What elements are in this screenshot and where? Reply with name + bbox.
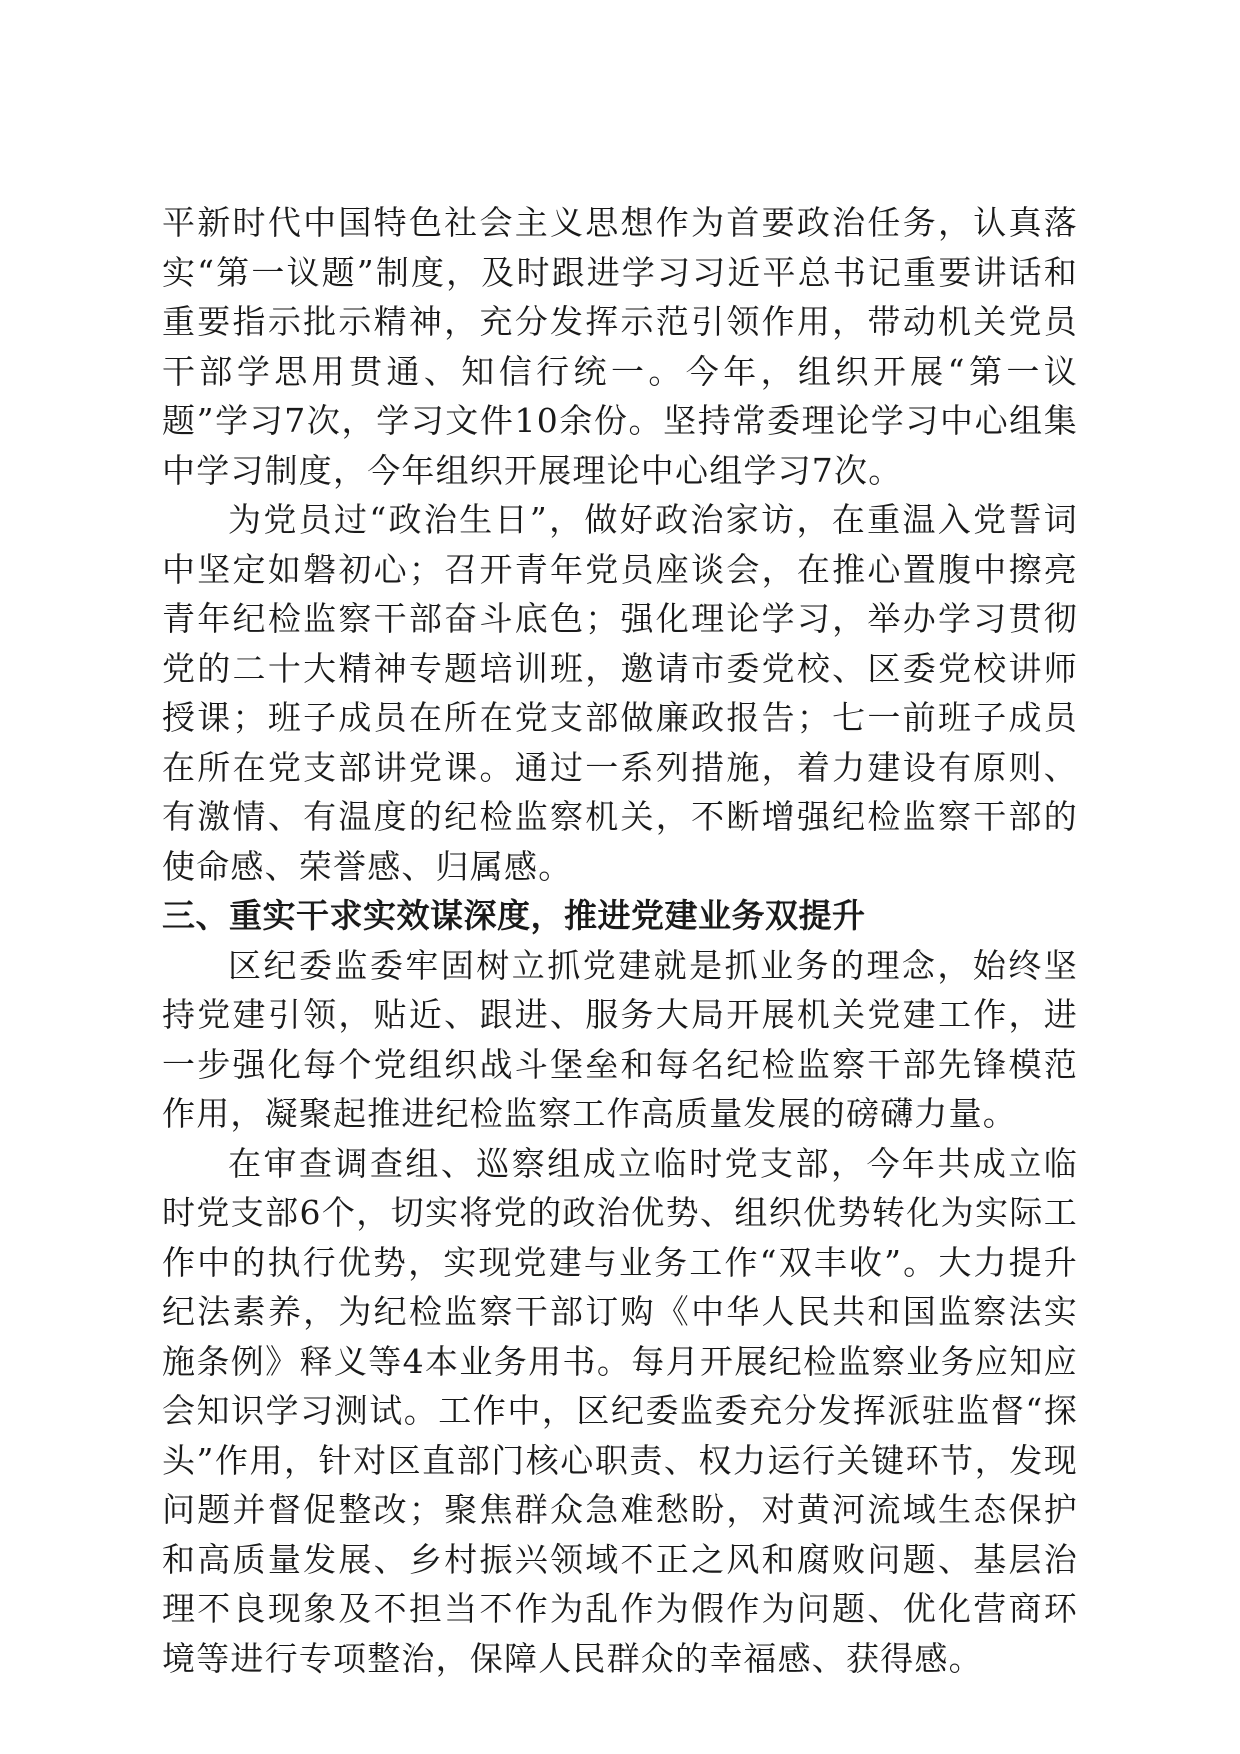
paragraph-party-building-concept: 区纪委监委牢固树立抓党建就是抓业务的理念，始终坚持党建引领，贴近、跟进、服务大局开展机关党建工作，进一步强化每个党组织战斗堡垒和每名纪检监察干部先锋模范作用，凝聚起推进纪检监察工作高质量发展的磅礴力量。 xyxy=(162,945,1078,1133)
paragraph-political-birthday: 为党员过“政治生日”，做好政治家访，在重温入党誓词中坚定如磐初心；召开青年党员座谈会，在推心置腹中擦亮青年纪检监察干部奋斗底色；强化理论学习，举办学习贯彻党的二十大精神专题培训班，邀请市委党校、区委党校讲师授课；班子成员在所在党支部做廉政报告；七一前班子成员在所在党支部讲党课。通过一系列措施，着力建设有原则、有激情、有温度的纪检监察机关，不断增强纪检监察干部的使命感、荣誉感、归属感。 xyxy=(162,500,1078,886)
paragraph-temporary-branches: 在审查调查组、巡察组成立临时党支部，今年共成立临时党支部6个，切实将党的政治优势、组织优势转化为实际工作中的执行优势，实现党建与业务工作“双丰收”。大力提升纪法素养，为纪检监察干部订购《中华人民共和国监察法实施条例》释义等4本业务用书。每月开展纪检监察业务应知应会知识学习测试。工作中，区纪委监委充分发挥派驻监督“探头”作用，针对区直部门核心职责、权力运行关键环节，发现问题并督促整改；聚焦群众急难愁盼，对黄河流域生态保护和高质量发展、乡村振兴领域不正之风和腐败问题、基层治理不良现象及不担当不作为乱作为假作为问题、优化营商环境等进行专项整治，保障人民群众的幸福感、获得感。 xyxy=(162,1143,1078,1678)
document-page xyxy=(162,198,1078,1683)
section-heading-three: 三、重实干求实效谋深度，推进党建业务双提升 xyxy=(162,896,866,935)
paragraph-study-system: 平新时代中国特色社会主义思想作为首要政治任务，认真落实“第一议题”制度，及时跟进学习习近平总书记重要讲话和重要指示批示精神，充分发挥示范引领作用，带动机关党员干部学思用贯通、知信行统一。今年，组织开展“第一议题”学习7次，学习文件10余份。坚持常委理论学习中心组集中学习制度，今年组织开展理论中心组学习7次。 xyxy=(162,203,1078,490)
